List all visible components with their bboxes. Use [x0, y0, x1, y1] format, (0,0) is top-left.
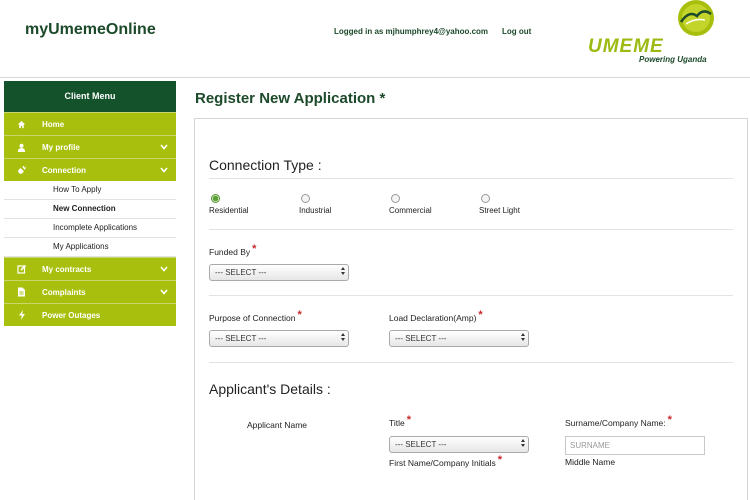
surname-input[interactable] — [565, 436, 705, 455]
menu-item-label: Connection — [42, 165, 86, 175]
select-value: --- SELECT --- — [395, 334, 447, 343]
radio-label: Street Light — [479, 206, 520, 215]
applicant-details-heading: Applicant's Details : — [209, 381, 331, 397]
radio-industrial[interactable] — [299, 194, 331, 215]
select-value: --- SELECT --- — [395, 440, 447, 449]
applicant-name-label: Applicant Name — [247, 420, 308, 430]
menu-item-home[interactable] — [4, 112, 176, 135]
plug-icon — [15, 165, 28, 175]
menu-item-label: Power Outages — [42, 310, 101, 320]
title-select[interactable] — [389, 436, 529, 453]
logout-link[interactable]: Log out — [502, 27, 532, 36]
menu-item-my-contracts[interactable] — [4, 257, 176, 280]
load-declaration-label — [389, 309, 483, 324]
first-name-label — [389, 454, 503, 469]
submenu-how-to-apply[interactable]: How To Apply — [4, 181, 176, 200]
select-arrows-icon — [521, 333, 525, 341]
page-title: Register New Application * — [195, 90, 386, 107]
required-asterisk: * — [297, 309, 302, 321]
connection-type-heading: Connection Type : — [209, 157, 322, 173]
logo-wordmark: UMEME — [588, 36, 664, 57]
chevron-down-icon — [160, 166, 168, 175]
load-declaration-select[interactable] — [389, 330, 529, 347]
select-arrows-icon — [521, 439, 525, 447]
middle-name-label: Middle Name — [565, 457, 616, 467]
chevron-down-icon — [160, 265, 168, 274]
menu-item-label: My profile — [42, 142, 80, 152]
select-value: --- SELECT --- — [215, 268, 267, 277]
menu-item-my-profile[interactable] — [4, 135, 176, 158]
radio-street-light[interactable] — [479, 194, 520, 215]
edit-icon — [15, 264, 28, 274]
radio-button[interactable] — [301, 194, 310, 203]
header — [0, 0, 750, 78]
radio-button[interactable] — [481, 194, 490, 203]
label-text: Surname/Company Name: — [565, 418, 666, 428]
required-asterisk: * — [667, 414, 672, 426]
client-menu — [4, 81, 176, 326]
radio-label: Industrial — [299, 206, 332, 215]
menu-item-complaints[interactable] — [4, 280, 176, 303]
chevron-down-icon — [160, 288, 168, 297]
required-asterisk: * — [478, 309, 483, 321]
application-form — [194, 118, 748, 500]
menu-item-label: Home — [42, 119, 65, 129]
funded-by-label — [209, 243, 257, 258]
site-title[interactable]: myUmemeOnline — [25, 21, 156, 38]
document-icon — [15, 287, 28, 297]
title-label — [389, 414, 412, 429]
select-arrows-icon — [341, 333, 345, 341]
radio-button[interactable] — [211, 194, 220, 203]
select-arrows-icon — [341, 267, 345, 275]
select-value: --- SELECT --- — [215, 334, 267, 343]
label-text: Load Declaration(Amp) — [389, 313, 477, 323]
sun-icon — [585, 0, 725, 40]
divider — [209, 362, 733, 363]
radio-label: Residential — [209, 206, 249, 215]
bolt-icon — [15, 310, 28, 320]
chevron-down-icon — [160, 143, 168, 152]
client-menu-heading: Client Menu — [4, 81, 176, 112]
required-asterisk: * — [252, 243, 257, 255]
submenu-incomplete-applications[interactable]: Incomplete Applications — [4, 219, 176, 238]
divider — [209, 178, 733, 179]
divider — [209, 295, 733, 296]
menu-item-power-outages[interactable] — [4, 303, 176, 326]
radio-commercial[interactable] — [389, 194, 432, 215]
logo-tagline: Powering Uganda — [639, 55, 707, 64]
label-text: First Name/Company Initials — [389, 458, 496, 468]
menu-item-label: My contracts — [42, 264, 92, 274]
divider — [209, 229, 733, 230]
radio-label: Commercial — [389, 206, 432, 215]
menu-item-connection[interactable] — [4, 158, 176, 181]
funded-by-select[interactable] — [209, 264, 349, 281]
radio-button[interactable] — [391, 194, 400, 203]
surname-label — [565, 414, 672, 429]
purpose-select[interactable] — [209, 330, 349, 347]
menu-item-label: Complaints — [42, 287, 86, 297]
label-text: Title — [389, 418, 405, 428]
purpose-label — [209, 309, 302, 324]
user-info: Logged in as mjhumphrey4@yahoo.com — [334, 27, 489, 36]
label-text: Funded By — [209, 247, 251, 257]
submenu-my-applications[interactable]: My Applications — [4, 238, 176, 257]
required-asterisk: * — [406, 414, 412, 426]
umeme-logo[interactable] — [585, 0, 725, 70]
radio-residential[interactable] — [209, 194, 249, 215]
submenu-new-connection[interactable]: New Connection — [4, 200, 176, 219]
required-asterisk: * — [497, 454, 503, 466]
label-text: Purpose of Connection — [209, 313, 296, 323]
user-icon — [15, 143, 28, 152]
home-icon — [15, 120, 28, 129]
